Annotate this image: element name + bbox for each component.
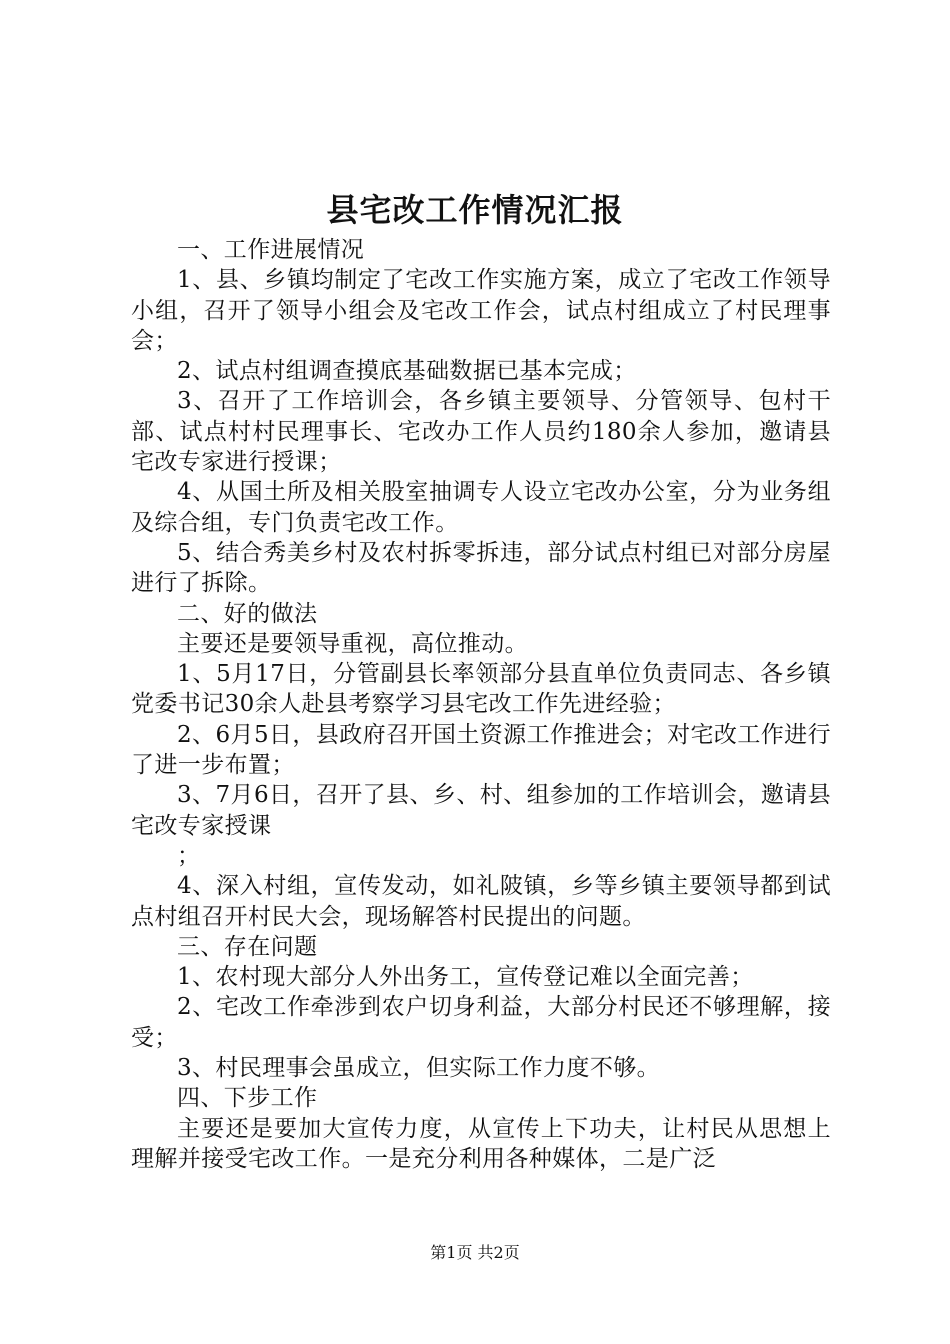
paragraph: 主要还是要领导重视，高位推动。: [177, 630, 528, 657]
section-heading-practices: 二、好的做法: [177, 600, 318, 627]
document-title: 县宅改工作情况汇报: [326, 191, 624, 229]
section-heading-problems: 三、存在问题: [177, 933, 318, 960]
paragraph: 1、县、乡镇均制定了宅改工作实施方案，成立了宅改工作领导小组，召开了领导小组会及宅改工作会，试点村组成立了村民理事会；: [131, 267, 831, 354]
paragraph: 5、结合秀美乡村及农村拆零拆违，部分试点村组已对部分房屋进行了拆除。: [131, 539, 831, 597]
section-heading-progress: 一、工作进展情况: [177, 237, 365, 263]
document-body: [131, 235, 831, 1174]
paragraph: 2、宅改工作牵涉到农户切身利益，大部分村民还不够理解，接受；: [131, 994, 831, 1051]
paragraph: 3、召开了工作培训会，各乡镇主要领导、分管领导、包村干部、试点村村民理事长、宅改办工作人员约180余人参加，邀请县宅改专家进行授课；: [131, 388, 831, 476]
paragraph: 2、6月5日，县政府召开国土资源工作推进会；对宅改工作进行了进一步布置；: [131, 721, 831, 779]
paragraph: 2、试点村组调查摸底基础数据已基本完成；: [177, 358, 637, 385]
paragraph: 3、村民理事会虽成立，但实际工作力度不够。: [177, 1055, 661, 1082]
paragraph: 4、从国土所及相关股室抽调专人设立宅改办公室，分为业务组及综合组，专门负责宅改工作。: [131, 479, 831, 536]
section-heading-next-steps: 四、下步工作: [177, 1085, 318, 1112]
paragraph: 3、7月6日，召开了县、乡、村、组参加的工作培训会，邀请县宅改专家授课: [131, 782, 831, 839]
paragraph: 1、农村现大部分人外出务工，宣传登记难以全面完善；: [177, 964, 754, 991]
page-number-footer: 第1页 共2页: [430, 1243, 520, 1262]
paragraph: 主要还是要加大宣传力度，从宣传上下功夫，让村民从思想上理解并接受宅改工作。一是充分利用各种媒体，二是广泛: [131, 1115, 831, 1172]
paragraph: ；: [177, 842, 201, 869]
paragraph: 4、深入村组，宣传发动，如礼陂镇，乡等乡镇主要领导都到试点村组召开村民大会，现场解答村民提出的问题。: [131, 873, 831, 930]
paragraph: 1、5月17日，分管副县长率领部分县直单位负责同志、各乡镇党委书记30余人赴县考察学习县宅改工作先进经验；: [131, 661, 831, 718]
